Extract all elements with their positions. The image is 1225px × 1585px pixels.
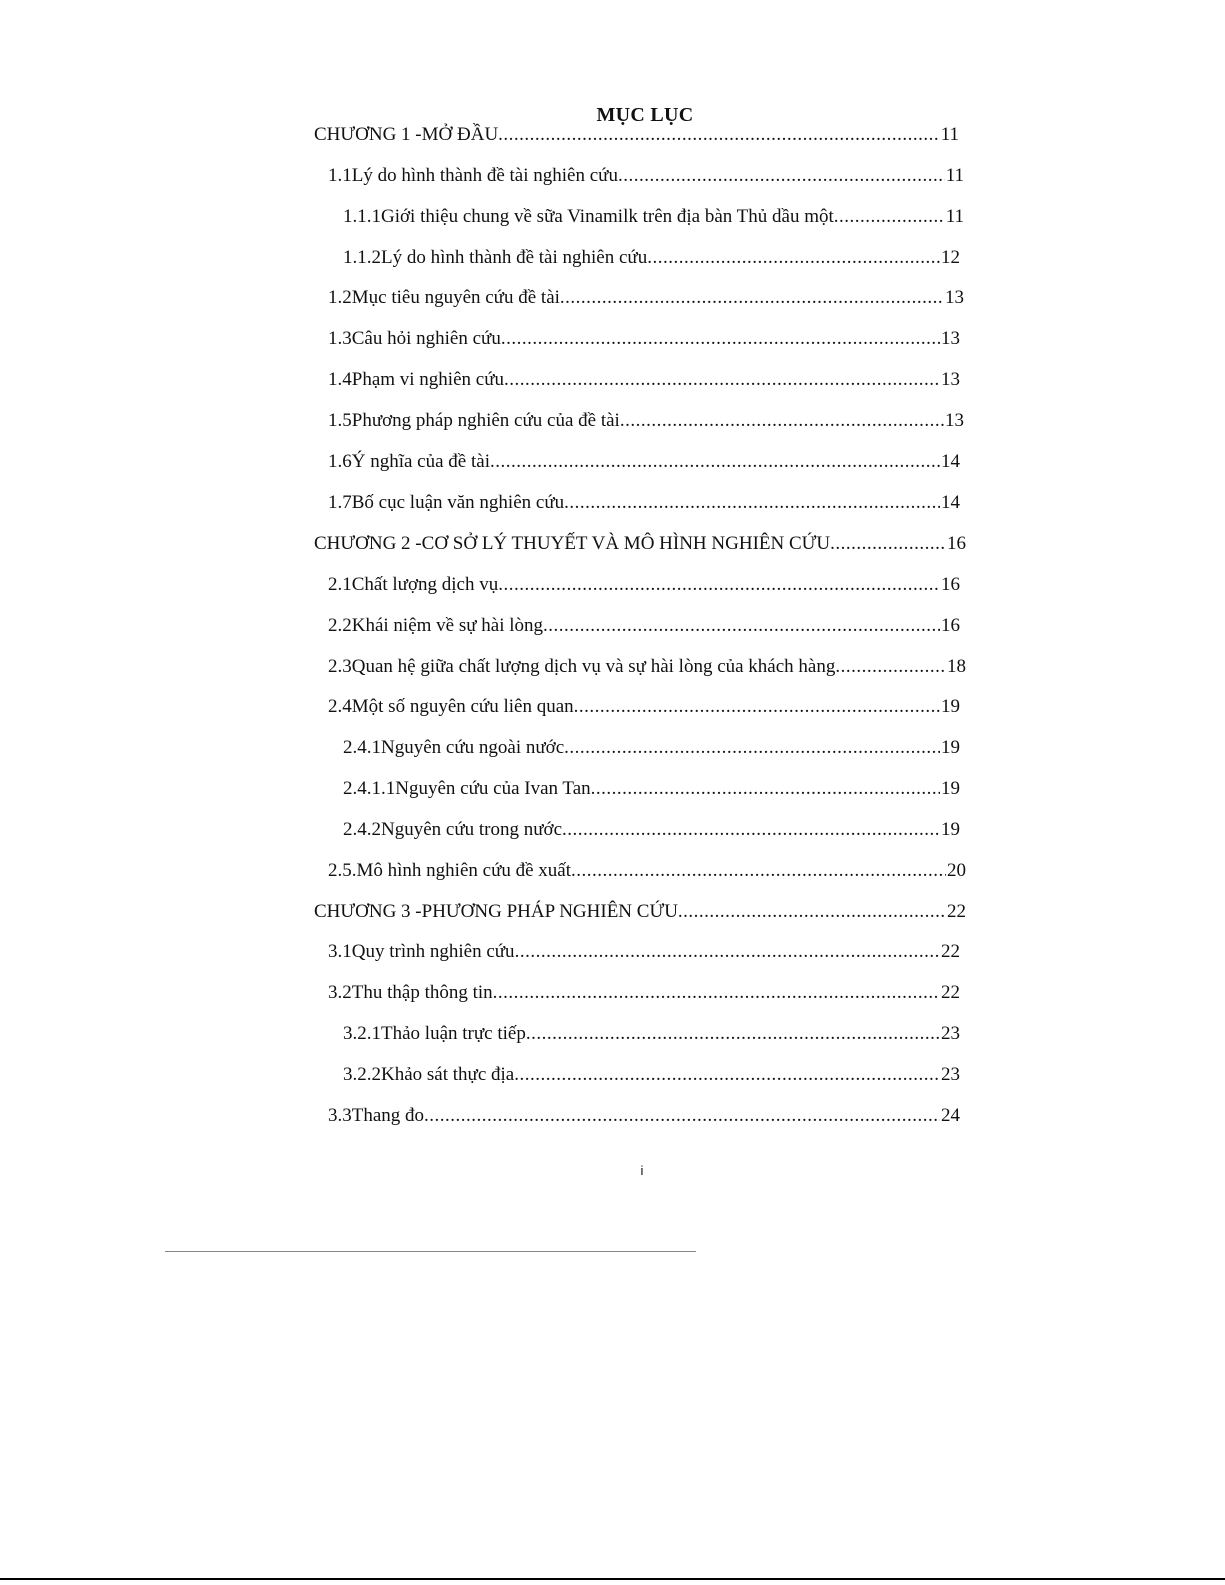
toc-entry-number: 1.6 (328, 451, 352, 472)
toc-entry-number: 1.2 (328, 287, 352, 308)
toc-entry-number: 1.5 (328, 410, 352, 431)
toc-entry-number: 3.1 (328, 941, 352, 962)
toc-title: MỤC LỤC (596, 104, 694, 126)
toc-entry[interactable] (328, 982, 960, 1010)
toc-entry[interactable] (328, 410, 964, 438)
toc-entry-text: CƠ SỞ LÝ THUYẾT VÀ MÔ HÌNH NGHIÊN CỨU (421, 533, 831, 554)
toc-entry-number: 1.7 (328, 492, 352, 513)
toc-entry-number: 1.1 (328, 165, 352, 186)
toc-entry-text: Lý do hình thành đề tài nghiên cứu (351, 165, 618, 186)
dot-leader (564, 737, 940, 759)
toc-entry[interactable] (314, 901, 966, 929)
toc-entry-text: Ý nghĩa của đề tài (351, 451, 490, 472)
dot-leader (571, 860, 946, 882)
dot-leader (564, 492, 940, 514)
toc-entry[interactable] (328, 492, 960, 520)
toc-entry-page: 22 (941, 941, 960, 962)
toc-entry[interactable] (328, 369, 960, 397)
toc-entry[interactable] (328, 287, 964, 315)
toc-entry-text: Mục tiêu nguyên cứu đề tài (351, 287, 560, 308)
toc-entry[interactable] (343, 819, 960, 847)
toc-entry-number: 2.4.2 (343, 819, 381, 840)
toc-entry-page: 23 (941, 1023, 960, 1044)
toc-entry-page: 19 (941, 696, 960, 717)
toc-entry-text: Bố cục luận văn nghiên cứu (351, 492, 565, 513)
toc-entry-number: 2.4 (328, 696, 352, 717)
toc-entry-page: 16 (941, 615, 960, 636)
toc-entry-text: Thang đo (351, 1105, 425, 1126)
dot-leader (515, 941, 940, 963)
toc-entry-page: 20 (947, 860, 966, 881)
dot-leader (830, 533, 946, 555)
toc-entry-text: Lý do hình thành đề tài nghiên cứu (381, 247, 648, 268)
toc-entry-page: 14 (941, 492, 960, 513)
toc-entry-page: 13 (945, 287, 964, 308)
toc-entry-text: Một số nguyên cứu liên quan (351, 696, 574, 717)
dot-leader (514, 1064, 940, 1086)
toc-entry-page: 19 (941, 778, 960, 799)
dot-leader (834, 206, 945, 228)
toc-entry-page: 13 (945, 410, 964, 431)
toc-entry-page: 19 (941, 737, 960, 758)
toc-entry[interactable] (328, 1105, 960, 1133)
toc-entry-page: 13 (941, 328, 960, 349)
toc-entry-text: Thảo luận trực tiếp (381, 1023, 526, 1044)
toc-entry-text: Nguyên cứu ngoài nước (381, 737, 565, 758)
toc-entry-page: 22 (947, 901, 966, 922)
toc-entry-text: Phạm vi nghiên cứu (351, 369, 505, 390)
dot-leader (498, 124, 940, 146)
toc-entry-text: Chất lượng dịch vụ (351, 574, 499, 595)
toc-entry-page: 11 (945, 206, 964, 227)
dot-leader (424, 1105, 940, 1127)
toc-entry-page: 23 (941, 1064, 960, 1085)
toc-entry-text: Nguyên cứu trong nước (381, 819, 563, 840)
toc-entry[interactable] (343, 247, 960, 275)
page-bottom-border (0, 1578, 1225, 1580)
dot-leader (678, 901, 946, 923)
toc-entry-text: MỞ ĐẦU (421, 124, 499, 145)
toc-entry-number: 1.3 (328, 328, 352, 349)
toc-entry-number: CHƯƠNG 2 - (314, 533, 422, 554)
toc-entry-page: 11 (940, 124, 959, 145)
toc-entry-number: 2.4.1.1 (343, 778, 396, 799)
dot-leader (591, 778, 940, 800)
toc-entry-number: 2.2 (328, 615, 352, 636)
toc-entry-text: Thu thập thông tin (351, 982, 493, 1003)
toc-entry-text: Nguyên cứu của Ivan Tan (395, 778, 591, 799)
toc-entry-text: Giới thiệu chung về sữa Vinamilk trên địa bàn Thủ dầu một (381, 206, 834, 227)
dot-leader (526, 1023, 940, 1045)
toc-entry[interactable] (314, 124, 959, 152)
toc-entry-number: 1.4 (328, 369, 352, 390)
toc-entry[interactable] (328, 328, 960, 356)
toc-entry-page: 12 (941, 247, 960, 268)
toc-entry-text: Câu hỏi nghiên cứu (351, 328, 501, 349)
toc-entry-text: Khảo sát thực địa (381, 1064, 515, 1085)
dot-leader (562, 819, 940, 841)
toc-entry[interactable] (343, 1023, 960, 1051)
dot-leader (835, 656, 946, 678)
dot-leader (543, 615, 940, 637)
toc-entry-text: PHƯƠNG PHÁP NGHIÊN CỨU (421, 901, 678, 922)
toc-entry-number: 2.5. (328, 860, 357, 881)
toc-entry-page: 22 (941, 982, 960, 1003)
toc-entry[interactable] (343, 778, 960, 806)
toc-entry-number: 2.3 (328, 656, 352, 677)
toc-entry-number: 3.3 (328, 1105, 352, 1126)
dot-leader (620, 410, 944, 432)
dot-leader (498, 574, 940, 596)
toc-entry-page: 11 (945, 165, 964, 186)
toc-entry-page: 18 (947, 656, 966, 677)
toc-entry-text: Mô hình nghiên cứu đề xuất (356, 860, 572, 881)
toc-entry-text: Khái niệm về sự hài lòng (351, 615, 544, 636)
toc-entry-page: 14 (941, 451, 960, 472)
dot-leader (501, 328, 940, 350)
toc-entry[interactable] (328, 574, 960, 602)
dot-leader (618, 165, 945, 187)
toc-entry[interactable] (328, 451, 960, 479)
dot-leader (560, 287, 944, 309)
toc-entry[interactable] (343, 1064, 960, 1092)
toc-entry-number: 1.1.2 (343, 247, 381, 268)
toc-entry-text: Phương pháp nghiên cứu của đề tài (351, 410, 620, 431)
toc-entry-text: Quan hệ giữa chất lượng dịch vụ và sự hài lòng của khách hàng (351, 656, 836, 677)
toc-entry-page: 13 (941, 369, 960, 390)
page-number: i (640, 1163, 644, 1178)
dot-leader (574, 696, 940, 718)
toc-entry-number: 3.2.2 (343, 1064, 381, 1085)
toc-entry[interactable] (328, 165, 964, 193)
toc-entry-number: 1.1.1 (343, 206, 381, 227)
toc-entry-page: 19 (941, 819, 960, 840)
toc-entry[interactable] (328, 860, 966, 888)
toc-entry-page: 16 (941, 574, 960, 595)
toc-entry-text: Quy trình nghiên cứu (351, 941, 515, 962)
dot-leader (647, 247, 940, 269)
dot-leader (490, 451, 940, 473)
toc-entry[interactable] (314, 533, 966, 561)
toc-entry-page: 24 (941, 1105, 960, 1126)
footnote-separator (165, 1251, 696, 1252)
toc-entry[interactable] (328, 615, 960, 643)
toc-entry-number: 3.2 (328, 982, 352, 1003)
toc-entry-number: 3.2.1 (343, 1023, 381, 1044)
toc-entry[interactable] (328, 656, 966, 684)
toc-entry[interactable] (343, 206, 964, 234)
toc-entry-number: CHƯƠNG 3 - (314, 901, 422, 922)
toc-entry-number: CHƯƠNG 1 - (314, 124, 422, 145)
toc-entry-page: 16 (947, 533, 966, 554)
dot-leader (493, 982, 940, 1004)
dot-leader (504, 369, 940, 391)
toc-entry[interactable] (328, 696, 960, 724)
toc-entry-number: 2.1 (328, 574, 352, 595)
toc-entry[interactable] (328, 941, 960, 969)
toc-entry[interactable] (343, 737, 960, 765)
toc-entry-number: 2.4.1 (343, 737, 381, 758)
